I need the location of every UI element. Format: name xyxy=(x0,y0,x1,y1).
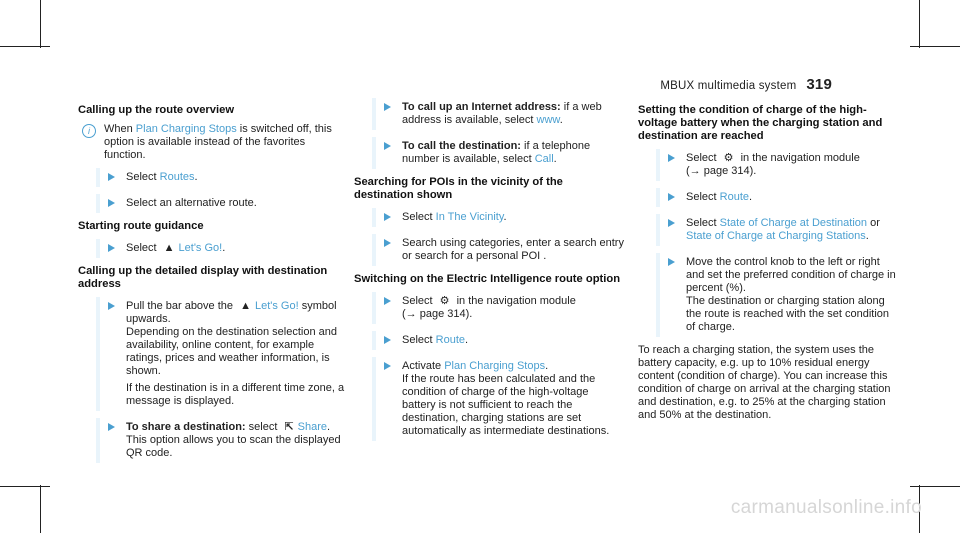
step: To call up an Internet address: if a web address is available, select www. xyxy=(372,98,624,130)
navigation-arrow-icon: ▲ xyxy=(163,242,175,254)
link-lets-go[interactable]: Let's Go! xyxy=(254,300,299,312)
step: Select State of Charge at Destination or State of Charge at Charging Stations. xyxy=(656,214,900,246)
link-state-of-charge-stations[interactable]: State of Charge at Charging Stations xyxy=(686,230,866,242)
step-arrow-icon xyxy=(384,336,391,344)
link-lets-go[interactable]: Let's Go! xyxy=(178,242,223,254)
link-plan-charging-stops[interactable]: Plan Charging Stops xyxy=(135,123,237,135)
heading-detailed-display: Calling up the detailed display with destination address xyxy=(78,265,328,290)
step: Select ▲ Let's Go!. xyxy=(96,239,348,258)
crop-mark xyxy=(919,0,920,48)
share-icon: ⇱ xyxy=(284,421,294,433)
step: To share a destination: select ⇱ Share. This option allows you to scan the displayed QR code. xyxy=(96,418,348,463)
step: Select Routes. xyxy=(96,168,348,187)
running-header xyxy=(660,76,832,93)
heading-electric-intelligence: Switching on the Electric Intelligence route option xyxy=(354,273,621,285)
column-1 xyxy=(78,98,348,470)
link-plan-charging-stops[interactable]: Plan Charging Stops xyxy=(444,360,546,372)
link-route[interactable]: Route xyxy=(719,191,749,203)
heading-poi-search: Searching for POIs in the vicinity of the destination shown xyxy=(354,176,563,201)
step-arrow-icon xyxy=(668,154,675,162)
link-call[interactable]: Call xyxy=(534,153,554,165)
step-arrow-icon xyxy=(668,219,675,227)
step: Pull the bar above the ▲ Let's Go! symbol upwards. Depending on the destination selection and availability, online content, for example ratings, prices and weather information, is shown. If the destination is in a different time zone, a message is displayed. xyxy=(96,297,348,411)
watermark: carmanualsonline.info xyxy=(730,497,922,518)
page-number: 319 xyxy=(806,76,832,93)
step: Search using categories, enter a search entry or search for a personal POI . xyxy=(372,234,624,266)
step: Select Route. xyxy=(372,331,624,350)
step-arrow-icon xyxy=(668,193,675,201)
column-2 xyxy=(354,98,624,448)
info-icon: i xyxy=(82,124,96,138)
step-arrow-icon xyxy=(384,297,391,305)
step-arrow-icon xyxy=(108,173,115,181)
step: Select an alternative route. xyxy=(96,194,348,213)
step-arrow-icon xyxy=(384,239,391,247)
header-title: MBUX multimedia system xyxy=(660,80,797,92)
crop-mark xyxy=(0,486,50,487)
link-in-the-vicinity[interactable]: In The Vicinity xyxy=(435,211,504,223)
gear-icon: ⚙ xyxy=(723,152,734,164)
crop-mark xyxy=(910,486,960,487)
step: Select ⚙ in the navigation module (→ page 314). xyxy=(372,292,624,324)
heading-condition-of-charge: Setting the condition of charge of the high-voltage battery when the charging station and destination are reached xyxy=(638,104,883,142)
step: Activate Plan Charging Stops. If the route has been calculated and the condition of charge of the high-voltage battery is not sufficient to reach the destination, charging stations are set automatically as intermediate destinations. xyxy=(372,357,624,441)
step-arrow-icon xyxy=(108,244,115,252)
paragraph: To reach a charging station, the system uses the battery capacity, e.g. up to 10% residual energy content (condition of charge). You can increase this condition of charge on arrival at the charging station and destination, e.g. to 25% at the charging station and 50% at the destination. xyxy=(638,344,891,421)
link-share[interactable]: Share xyxy=(297,421,328,433)
gear-icon: ⚙ xyxy=(439,295,450,307)
link-state-of-charge-destination[interactable]: State of Charge at Destination xyxy=(719,217,868,229)
heading-start-guidance: Starting route guidance xyxy=(78,220,204,232)
step-arrow-icon xyxy=(384,362,391,370)
step-arrow-icon xyxy=(108,423,115,431)
step-arrow-icon xyxy=(668,258,675,266)
step: Select ⚙ in the navigation module (→ page 314). xyxy=(656,149,900,181)
step-arrow-icon xyxy=(108,302,115,310)
step-arrow-icon xyxy=(384,213,391,221)
step-arrow-icon xyxy=(384,103,391,111)
step: To call the destination: if a telephone number is available, select Call. xyxy=(372,137,624,169)
step: Select Route. xyxy=(656,188,900,207)
column-3 xyxy=(638,98,900,422)
link-route[interactable]: Route xyxy=(435,334,465,346)
crop-mark xyxy=(910,46,960,47)
step-arrow-icon xyxy=(384,142,391,150)
navigation-arrow-icon: ▲ xyxy=(240,300,251,312)
step: Move the control knob to the left or right and set the preferred condition of charge in percent (%). The destination or charging station along the route is reached with the set condition of charge. xyxy=(656,253,900,337)
crop-mark xyxy=(40,485,41,533)
crop-mark xyxy=(40,0,41,48)
link-www[interactable]: www xyxy=(536,114,560,126)
link-routes[interactable]: Routes xyxy=(159,171,195,183)
info-note: i When Plan Charging Stops is switched off, this option is available instead of the favorites function. xyxy=(78,123,348,162)
heading-route-overview: Calling up the route overview xyxy=(78,104,235,116)
step-arrow-icon xyxy=(108,199,115,207)
crop-mark xyxy=(0,46,50,47)
step: Select In The Vicinity. xyxy=(372,208,624,227)
